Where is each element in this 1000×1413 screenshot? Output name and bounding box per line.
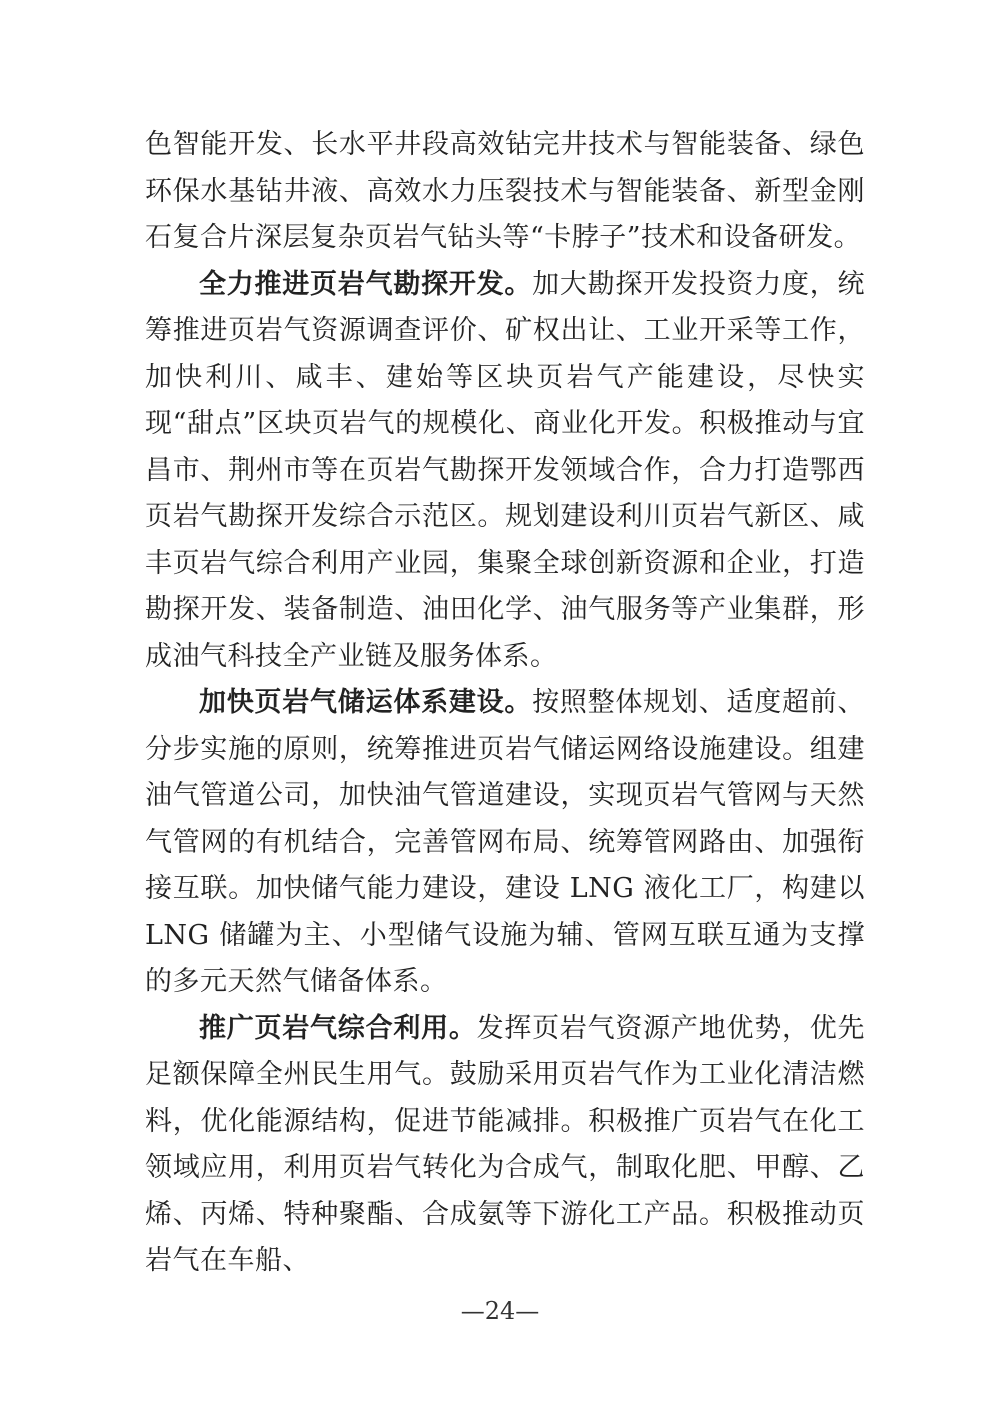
paragraph-body: 按照整体规划、适度超前、分步实施的原则，统筹推进页岩气储运网络设施建设。组建油气管道公司，加快油气管道建设，实现页岩气管网与天然气管网的有机结合，完善管网布局、统筹管网路由、加强衔接互联。加快储气能力建设，建设 LNG 液化工厂，构建以 LNG 储罐为主、小型储气设施为辅、管网互联互通为支撑的多元天然气储备体系。	[145, 687, 866, 997]
paragraph-heading: 推广页岩气综合利用。	[199, 1012, 477, 1044]
paragraph-comprehensive-use	[145, 1006, 865, 1285]
document-body	[145, 122, 865, 1285]
paragraph-body: 加大勘探开发投资力度，统筹推进页岩气资源调查评价、矿权出让、工业开采等工作，加快利川、咸丰、建始等区块页岩气产能建设，尽快实现“甜点”区块页岩气的规模化、商业化开发。积极推动与宜昌市、荆州市等在页岩气勘探开发领域合作，合力打造鄂西页岩气勘探开发综合示范区。规划建设利川页岩气新区、咸丰页岩气综合利用产业园，集聚全球创新资源和企业，打造勘探开发、装备制造、油田化学、油气服务等产业集群，形成油气科技全产业链及服务体系。	[145, 268, 866, 672]
paragraph-storage-transport	[145, 680, 865, 1006]
paragraph-body: 色智能开发、长水平井段高效钻完井技术与智能装备、绿色环保水基钻井液、高效水力压裂技术与智能装备、新型金刚石复合片深层复杂页岩气钻头等“卡脖子”技术和设备研发。	[145, 129, 865, 253]
page-number: —24—	[460, 1297, 540, 1325]
paragraph-continuation	[145, 122, 865, 262]
paragraph-heading: 加快页岩气储运体系建设。	[199, 687, 533, 718]
paragraph-heading: 全力推进页岩气勘探开发。	[199, 268, 533, 300]
paragraph-shale-gas-exploration	[145, 262, 865, 681]
paragraph-body: 发挥页岩气资源产地优势，优先足额保障全州民生用气。鼓励采用页岩气作为工业化清洁燃料，优化能源结构，促进节能减排。积极推广页岩气在化工领域应用，利用页岩气转化为合成气，制取化肥、甲醇、乙烯、丙烯、特种聚酯、合成氨等下游化工产品。积极推动页岩气在车船、	[145, 1012, 866, 1276]
